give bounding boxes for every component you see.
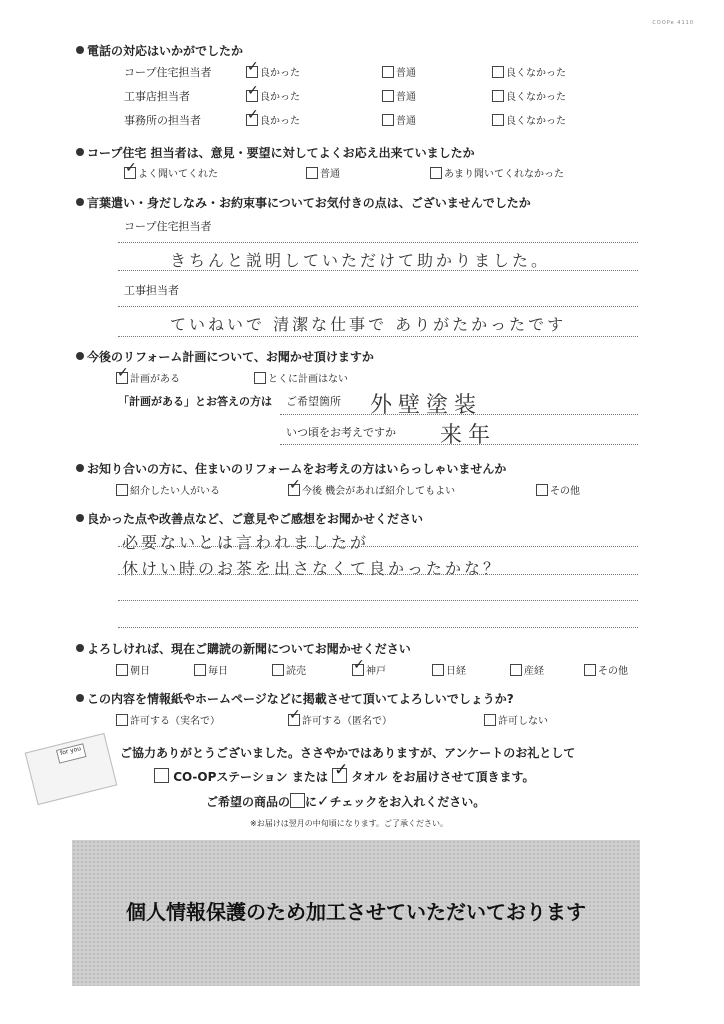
gift2-label: タオル [351,770,388,784]
option-label: 許可しない [498,716,548,727]
q2-opt2[interactable] [306,165,340,180]
option-label: 今後 機会があれば紹介してもよい [302,486,456,497]
divider [118,306,638,307]
q5-opt1[interactable] [116,482,220,497]
q5-title [76,460,506,477]
q7-title [76,640,411,657]
option-label: 普通 [396,116,416,127]
q1-title [76,42,243,59]
q1-row3-normal[interactable] [382,112,416,127]
q1-row2-label: 工事店担当者 [124,90,190,103]
example-box [290,793,305,808]
option-label: 良くなかった [506,92,566,103]
checkbox[interactable] [510,664,522,676]
option-label: その他 [550,486,580,497]
checkbox[interactable] [246,66,258,78]
option-label: 産経 [524,666,544,677]
q4-title-text: 今後のリフォーム計画について、お聞かせ頂けますか [87,350,374,364]
option-label: 計画がある [130,374,180,385]
gift-tag: for you [56,743,87,763]
q2-opt1[interactable] [124,165,218,180]
checkbox[interactable] [124,167,136,179]
divider [118,546,638,547]
option-label: 良くなかった [506,116,566,127]
privacy-text: 個人情報保護のため加工させていただいております [126,900,586,924]
q8-opt2[interactable] [288,712,392,727]
paper-other[interactable] [584,662,628,677]
checkbox[interactable] [492,66,504,78]
thanks-line1: ご協力ありがとうございました。ささやかではありますが、アンケートのお礼として [120,746,576,760]
option-label: あまり聞いてくれなかった [444,169,564,180]
option-label: よく聞いてくれた [138,169,218,180]
q5-opt2[interactable] [288,482,455,497]
q4-when-answer[interactable]: 来年 [440,423,497,448]
option-label: 毎日 [208,666,228,677]
gift-coop-checkbox[interactable] [154,768,169,783]
checkbox[interactable] [246,90,258,102]
option-label: 紹介したい人がいる [130,486,220,497]
checkbox[interactable] [492,90,504,102]
or-label: または [291,770,328,784]
option-label: 良かった [260,116,300,127]
checkbox[interactable] [536,484,548,496]
thanks-line2 [154,768,535,785]
check-icon: ✓ [317,792,330,810]
q4-place-label: ご希望箇所 [286,395,341,408]
q8-opt3[interactable] [484,712,548,727]
paper-sankei[interactable] [510,662,544,677]
gift1-label: CO-OPステーション [173,770,288,784]
paper-yomiuri[interactable] [272,662,306,677]
checkbox[interactable] [288,714,300,726]
q3-coop-label: コープ住宅担当者 [124,220,212,233]
divider [118,270,638,271]
q4-opt2[interactable] [254,370,348,385]
q4-title [76,348,374,365]
checkbox[interactable] [430,167,442,179]
checkbox[interactable] [116,714,128,726]
q8-opt1[interactable] [116,712,220,727]
paper-nikkei[interactable] [432,662,466,677]
option-label: 普通 [396,68,416,79]
q2-title-text: コープ住宅 担当者は、意見・要望に対してよくお応え出来ていましたか [87,146,475,160]
option-label: 許可する（実名で） [130,716,220,727]
privacy-redaction [72,840,640,986]
option-label: 普通 [396,92,416,103]
q4-opt1[interactable] [116,370,180,385]
option-label: 良かった [260,68,300,79]
checkbox[interactable] [382,90,394,102]
q1-row1-bad[interactable] [492,64,566,79]
checkbox[interactable] [246,114,258,126]
checkbox[interactable] [492,114,504,126]
line2-end: をお届けさせて頂きます。 [391,770,535,784]
divider [118,574,638,575]
divider [118,600,638,601]
q1-row2-normal[interactable] [382,88,416,103]
thanks-line3 [206,792,485,810]
option-label: 普通 [320,169,340,180]
q1-row3-good[interactable] [246,112,300,127]
checkbox[interactable] [194,664,206,676]
q2-opt3[interactable] [430,165,564,180]
line3-mid: に [305,795,318,809]
q1-row2-bad[interactable] [492,88,566,103]
q3-work-label: 工事担当者 [124,284,179,297]
checkbox[interactable] [352,664,364,676]
q5-title-text: お知り合いの方に、住まいのリフォームをお考えの方はいらっしゃいませんか [87,462,507,476]
checkbox[interactable] [432,664,444,676]
option-label: 読売 [286,666,306,677]
q3-title-text: 言葉遣い・身だしなみ・お約束事についてお気付きの点は、ございませんでしたか [87,196,531,210]
q3-coop-answer[interactable]: きちんと説明していただけて助かりました。 [170,251,551,270]
q4-place-answer[interactable]: 外壁塗装 [370,393,483,418]
q1-row1-normal[interactable] [382,64,416,79]
paper-asahi[interactable] [116,662,150,677]
q1-row2-good[interactable] [246,88,300,103]
option-label: 良くなかった [506,68,566,79]
option-label: 良かった [260,92,300,103]
divider [118,627,638,628]
gift-towel-checkbox[interactable] [332,768,347,783]
option-label: 日経 [446,666,466,677]
option-label: 神戸 [366,666,386,677]
option-label: とくに計画はない [268,374,348,385]
gift-card-illustration [25,733,118,805]
q5-opt3[interactable] [536,482,580,497]
paper-mainichi[interactable] [194,662,228,677]
line3-pre: ご希望の商品の [206,795,291,809]
q2-title [76,144,475,161]
checkbox[interactable] [382,114,394,126]
checkbox[interactable] [382,66,394,78]
option-label: 許可する（匿名で） [302,716,392,727]
line3-post: チェックをお入れください。 [329,795,486,809]
checkbox[interactable] [484,714,496,726]
q6-title [76,510,423,527]
divider [118,242,638,243]
q6-line1[interactable]: 必要ないとは言われましたが [122,533,370,552]
checkbox[interactable] [306,167,318,179]
q6-line2[interactable]: 休けい時のお茶を出さなくて良かったかな？ [122,559,503,578]
q4-intro: 「計画がある」とお答えの方は [118,395,272,408]
q3-title [76,194,531,211]
q1-row1-label: コープ住宅担当者 [124,66,212,79]
option-label: 朝日 [130,666,150,677]
q7-title-text: よろしければ、現在ご購読の新聞についてお聞かせください [87,642,411,656]
checkbox[interactable] [116,484,128,496]
divider [280,414,638,415]
q6-title-text: 良かった点や改善点など、ご意見やご感想をお聞かせください [87,512,424,526]
q8-title-text: この内容を情報紙やホームページなどに掲載させて頂いてよろしいでしょうか? [87,692,514,706]
delivery-note: ※お届けは翌月の中旬頃になります。ご了承ください。 [250,819,449,828]
divider [280,444,638,445]
checkbox[interactable] [254,372,266,384]
q8-title [76,690,514,707]
q1-row3-label: 事務所の担当者 [124,114,201,127]
checkbox[interactable] [584,664,596,676]
form-code: COOPe 4110 [652,20,694,26]
checkbox[interactable] [116,372,128,384]
checkbox[interactable] [116,664,128,676]
divider [118,336,638,337]
q4-when-label: いつ頃をお考えですか [286,426,396,439]
checkbox[interactable] [272,664,284,676]
option-label: その他 [598,666,628,677]
checkbox[interactable] [288,484,300,496]
paper-kobe[interactable] [352,662,386,677]
q1-row3-bad[interactable] [492,112,566,127]
q3-work-answer[interactable]: ていねいで 清潔な仕事で ありがたかったです [170,315,567,334]
q1-title-text: 電話の対応はいかがでしたか [87,44,244,58]
q1-row1-good[interactable] [246,64,300,79]
